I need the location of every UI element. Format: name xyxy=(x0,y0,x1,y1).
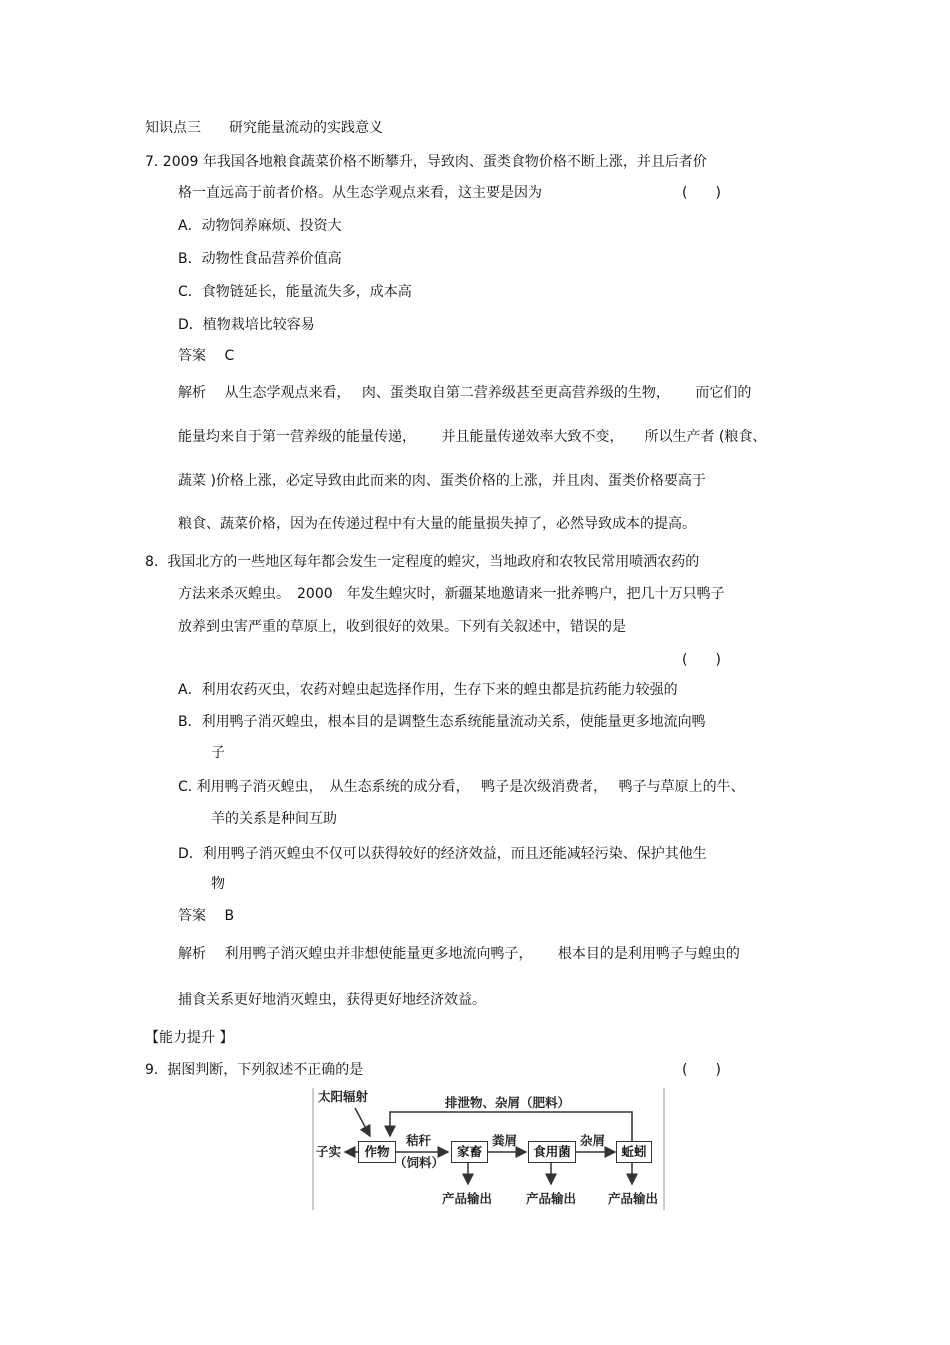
debris-label: 杂屑 xyxy=(580,1133,606,1148)
q8-option-d-line1: D．利用鸭子消灭蝗虫不仅可以获得较好的经济效益，而且还能减轻污染、保护其他生 xyxy=(178,846,707,862)
q7-explanation-line1: 解析 从生态学观点来看， 肉、蛋类取自第二营养级甚至更高营养级的生物， 而它们的 xyxy=(178,385,752,401)
q7-option-d: D．植物栽培比较容易 xyxy=(178,317,315,333)
q9-answer-bracket: ( ) xyxy=(682,1062,721,1078)
q7-explanation-line3: 蔬菜 )价格上涨，必定导致由此而来的肉、蛋类价格的上涨，并且肉、蛋类价格要高于 xyxy=(178,473,706,489)
q7-option-a: A．动物饲养麻烦、投资大 xyxy=(178,218,342,234)
crop-node: 作物 xyxy=(358,1141,396,1163)
q8-explanation-line1: 解析 利用鸭子消灭蝗虫并非想使能量更多地流向鸭子， 根本目的是利用鸭子与蝗虫的 xyxy=(178,946,740,962)
q7-answer: 答案 C xyxy=(178,348,235,364)
q8-answer: 答案 B xyxy=(178,908,235,924)
feedback-label: 排泄物、杂屑（肥料） xyxy=(445,1095,571,1110)
manure-label: 粪屑 xyxy=(492,1133,518,1148)
q9-stem: 9. 据图判断，下列叙述不正确的是 xyxy=(145,1062,364,1078)
q8-stem-line3: 放养到虫害严重的草原上，收到很好的效果。下列有关叙述中，错误的是 xyxy=(178,619,626,635)
q8-explanation-line2: 捕食关系更好地消灭蝗虫，获得更好地经济效益。 xyxy=(178,992,486,1008)
sun-radiation-label: 太阳辐射 xyxy=(318,1089,369,1104)
seed-label: 子实 xyxy=(316,1144,342,1159)
q7-answer-bracket: ( ) xyxy=(682,185,721,201)
q8-option-c-line2: 羊的关系是种间互助 xyxy=(211,811,337,827)
fungus-node: 食用菌 xyxy=(528,1141,576,1163)
q8-option-b-line2: 子 xyxy=(211,745,225,761)
q7-stem-line1: 7. 2009 年我国各地粮食蔬菜价格不断攀升，导致肉、蛋类食物价格不断上涨，并且后者价 xyxy=(145,154,707,170)
product-output-1: 产品输出 xyxy=(442,1191,493,1206)
ability-heading: 【能力提升 】 xyxy=(145,1030,234,1046)
q8-option-d-line2: 物 xyxy=(211,876,225,892)
straw-label: 秸秆 xyxy=(406,1133,432,1148)
q8-option-b-line1: B．利用鸭子消灭蝗虫，根本目的是调整生态系统能量流动关系，使能量更多地流向鸭 xyxy=(178,714,706,730)
q7-explanation-line2: 能量均来自于第一营养级的能量传递， 并且能量传递效率大致不变， 所以生产者 (粮食、 xyxy=(178,429,767,445)
q8-stem-line2: 方法来杀灭蝗虫。 2000 年发生蝗灾时，新疆某地邀请来一批养鸭户，把几十万只鸭子 xyxy=(178,586,725,602)
livestock-node: 家畜 xyxy=(451,1141,488,1163)
section-heading: 知识点三 研究能量流动的实践意义 xyxy=(145,120,383,136)
q7-option-c: C．食物链延长，能量流失多，成本高 xyxy=(178,284,412,300)
q8-stem-line1: 8. 我国北方的一些地区每年都会发生一定程度的蝗灾，当地政府和农牧民常用喷洒农药的 xyxy=(145,554,700,570)
q7-explanation-line4: 粮食、蔬菜价格，因为在传递过程中有大量的能量损失掉了，必然导致成本的提高。 xyxy=(178,516,696,532)
product-output-3: 产品输出 xyxy=(608,1191,659,1206)
q8-option-c-line1: C. 利用鸭子消灭蝗虫， 从生态系统的成分看， 鸭子是次级消费者， 鸭子与草原上的牛、 xyxy=(178,779,745,795)
q7-stem-line2: 格一直远高于前者价格。从生态学观点来看，这主要是因为 xyxy=(178,185,542,201)
q8-option-a: A．利用农药灭虫，农药对蝗虫起选择作用，生存下来的蝗虫都是抗药能力较强的 xyxy=(178,682,678,698)
earthworm-node: 蚯蚓 xyxy=(616,1141,652,1163)
agro-ecosystem-diagram xyxy=(312,1088,667,1210)
product-output-2: 产品输出 xyxy=(526,1191,577,1206)
feed-label: （饲料） xyxy=(394,1155,445,1170)
q7-option-b: B．动物性食品营养价值高 xyxy=(178,251,342,267)
q8-answer-bracket: ( ) xyxy=(682,652,721,668)
